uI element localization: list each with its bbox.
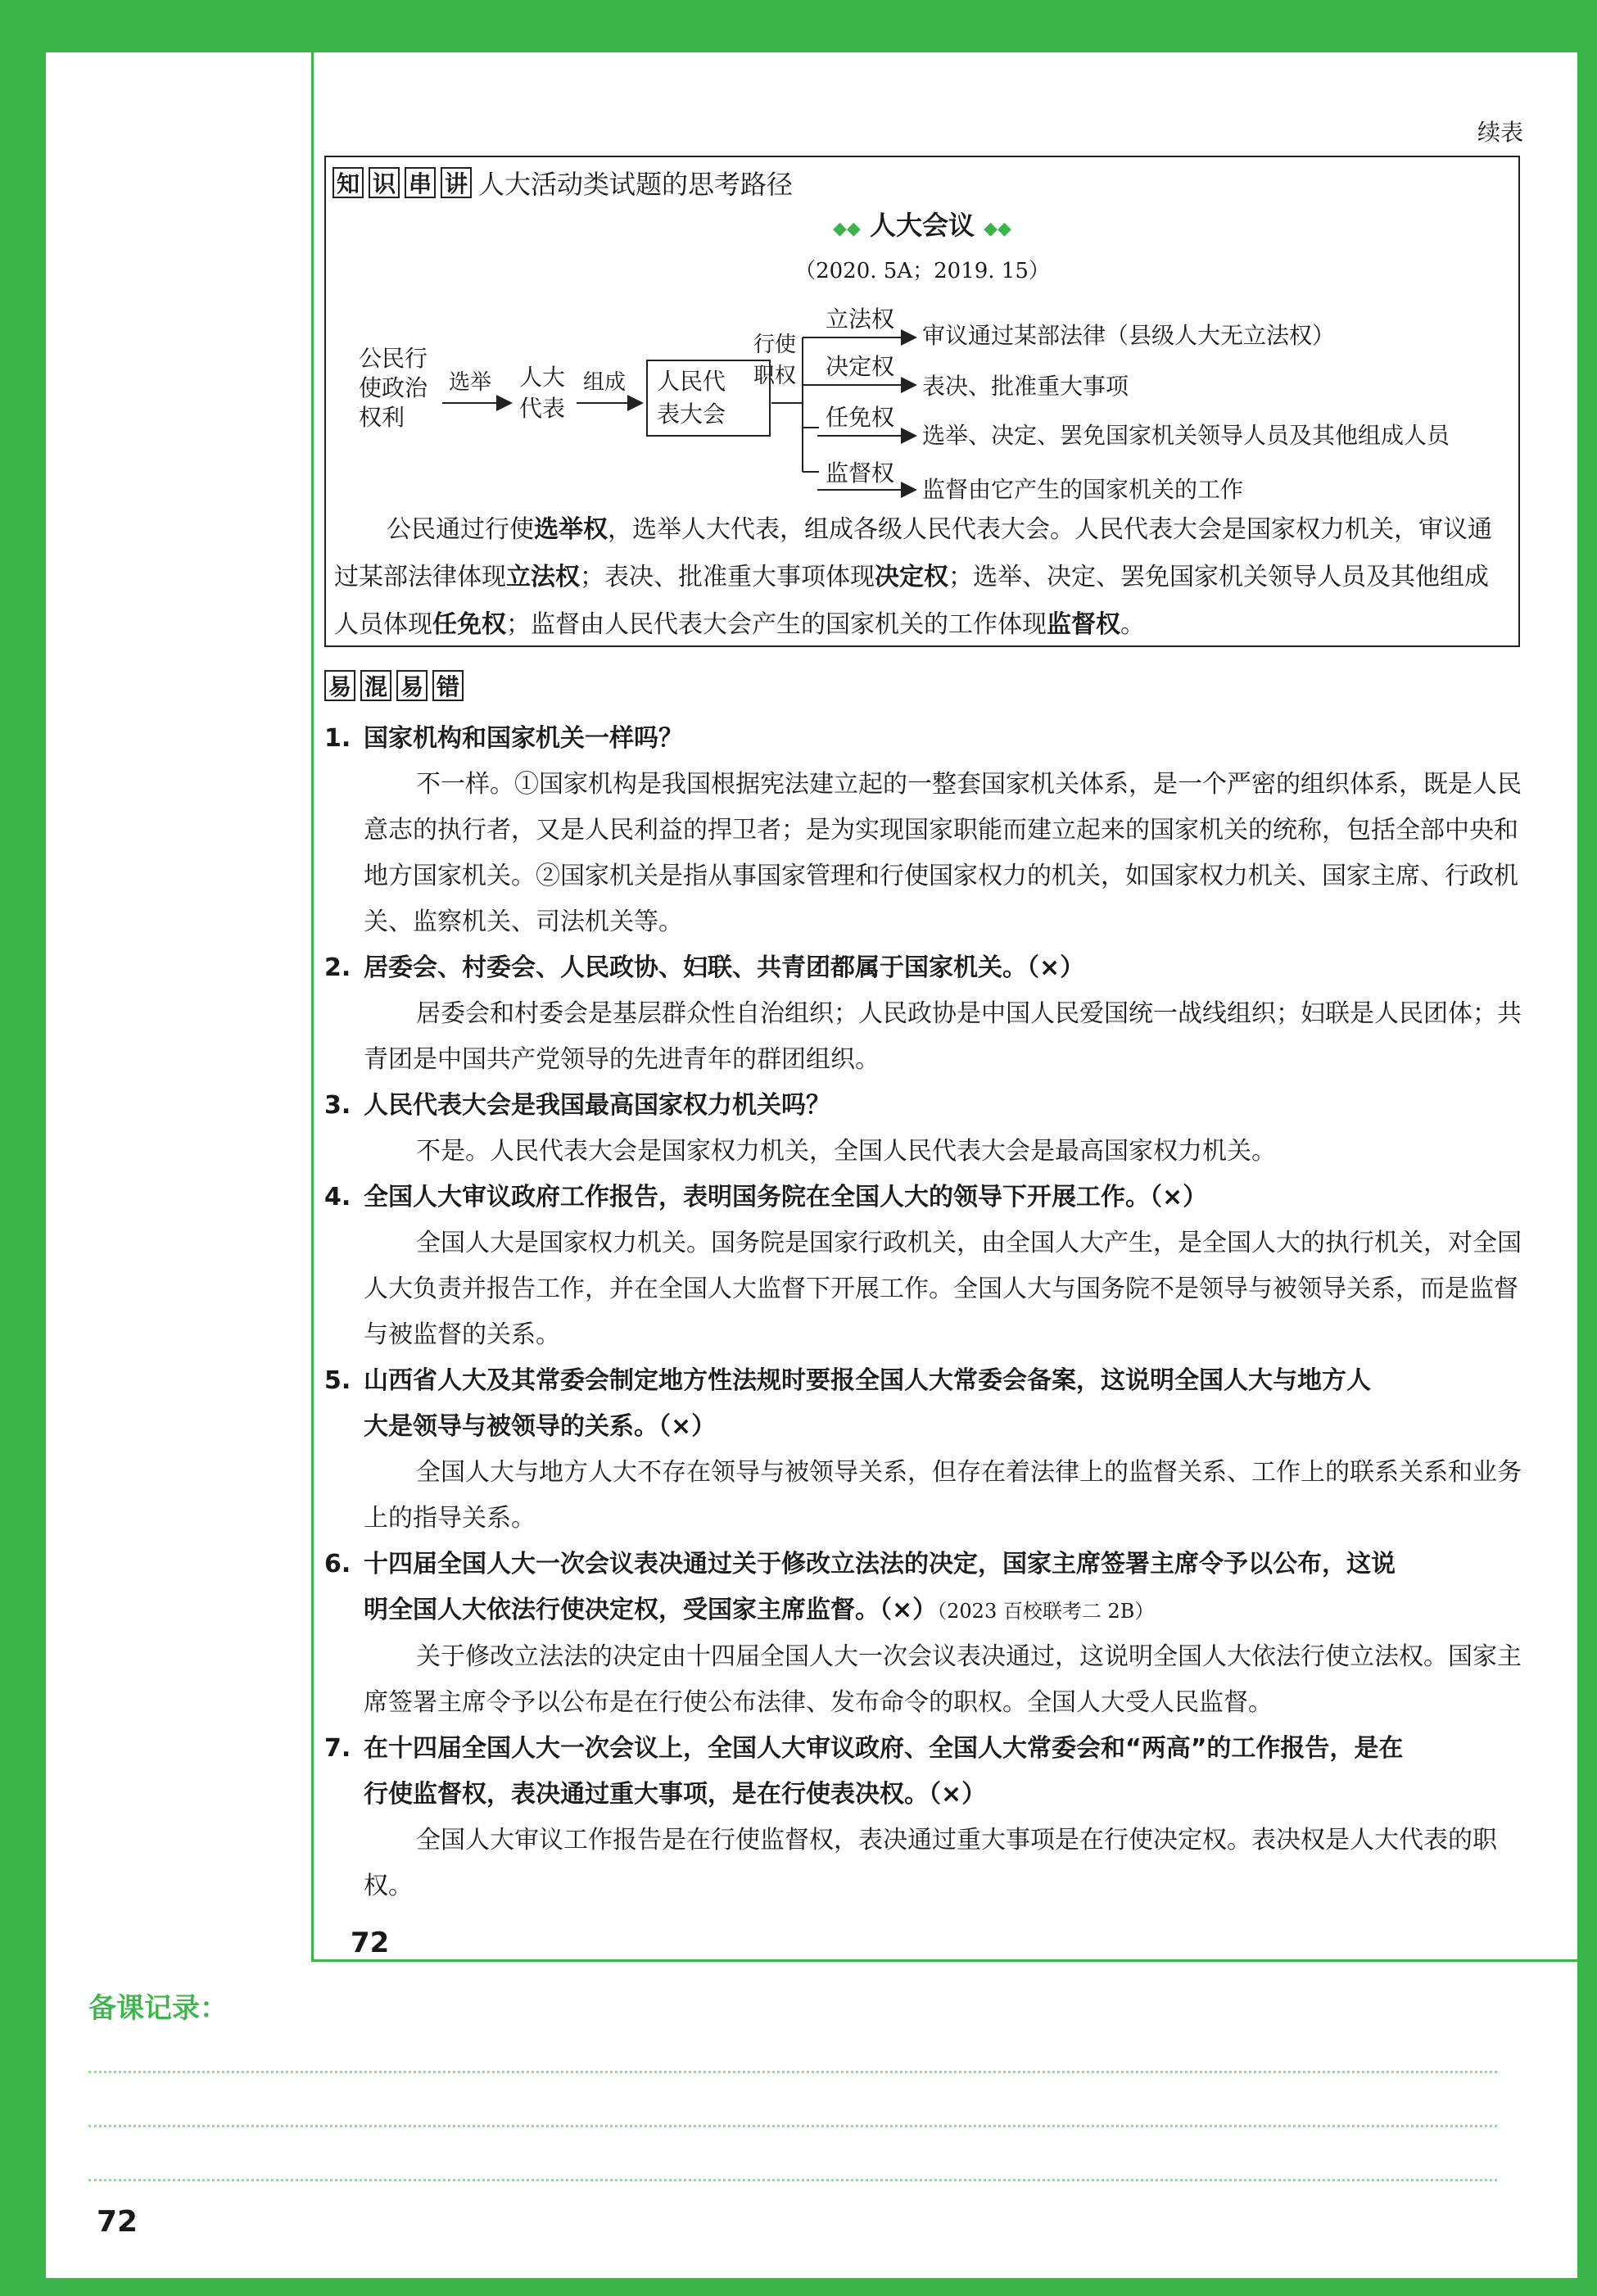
knowledge-title: 人大活动类试题的思考路径 [478,169,794,200]
tag-char: 混 [360,670,391,701]
question-number: 4. [324,1183,351,1211]
keyword: 决定权 [875,563,948,591]
answer: 关于修改立法法的决定由十四届全国人大一次会议表决通过，这说明全国人大依法行使立法权。国家主席签署主席令予以公布是在行使公布法律、发布命令的职权。全国人大受人民监督。 [364,1642,1522,1717]
power-decision-desc: 表决、批准重大事项 [922,373,1129,400]
answer: 不一样。①国家机构是我国根据宪法建立起的一整套国家机关体系，是一个严密的组织体系，既是人民意志的执行者，又是人民利益的捍卫者；是为实现国家职能而建立起来的国家机关的统称，包括全部中央和地方国家机关。②国家机关是指从事国家管理和行使国家权力的机关，如国家权力机关、国家主席、行政机关、监察机关、司法机关等。 [364,770,1522,936]
question-number: 5. [324,1366,351,1395]
keyword: 监督权 [1047,610,1120,639]
question-text: 国家机构和国家机关一样吗？ [364,724,683,753]
center-title-text: 人大会议 [869,210,975,241]
source-note: （2023 百校联考二 2B） [937,1600,1155,1623]
power-appointment-desc: 选举、决定、罢免国家机关领导人员及其他组成人员 [922,422,1450,449]
question-number: 6. [324,1550,351,1578]
text: ；表决、批准重大事项体现 [580,563,875,591]
diamond-icon: ◆◆ [984,219,1011,239]
flow-start-line: 使政治 [359,374,428,401]
question-text: 人民代表大会是我国最高国家权力机关吗？ [364,1091,830,1120]
knowledge-summary [334,506,1510,649]
text: 公民通过行使 [387,515,534,544]
question-number: 7. [324,1734,351,1763]
keyword: 立法权 [506,563,580,591]
question [324,945,1528,991]
tag-char: 串 [405,167,436,198]
question-number: 2. [324,953,351,982]
page-number-inner: 72 [351,1927,390,1959]
text: 。 [1120,610,1145,639]
list-item [324,1726,1528,1909]
text: ；监督由人民代表大会产生的国家机关的工作体现 [506,610,1047,639]
qa-list [324,716,1528,1909]
arrow-label-compose: 组成 [583,370,627,395]
answer: 全国人大审议工作报告是在行使监督权，表决通过重大事项是在行使决定权。表决权是人大代表的职权。 [364,1826,1497,1900]
power-decision: 决定权 [826,353,895,380]
question-continued: 行使监督权，表决通过重大事项，是在行使表决权。（×） [364,1780,987,1809]
flow-representative [519,362,565,424]
question-number: 1. [324,724,351,753]
question [324,1358,1528,1404]
list-item [324,1358,1528,1542]
column-border-left [311,52,314,1961]
question-continued: 大是领导与被领导的关系。（×） [364,1412,717,1441]
diamond-icon: ◆◆ [833,219,861,239]
flow-rep-line: 人大 [519,364,566,391]
frame-right [1577,0,1597,2296]
question-continued [324,1587,1528,1634]
question-number: 3. [324,1091,351,1120]
question-text: 在十四届全国人大一次会议上，全国人大审议政府、全国人大常委会和“两高”的工作报告，是在 [364,1734,1404,1763]
arrow-label-elect: 选举 [449,370,492,395]
flow-congress-line: 表大会 [657,401,726,428]
confusion-tag [324,670,464,701]
answer: 居委会和村委会是基层群众性自治组织；人民政协是中国人民爱国统一战线组织；妇联是人民团体；共青团是中国共产党领导的先进青年的群团组织。 [364,999,1522,1074]
flow-start-line: 公民行 [359,345,428,372]
power-supervision-desc: 监督由它产生的国家机关的工作 [922,476,1244,503]
flow-congress [657,365,726,431]
list-item [324,945,1528,1083]
list-item [324,1083,1528,1175]
text: ，选举人大代表，组成各级人民代表大会。人民代表大会是国家权力机关，审议通过某部法律体现 [334,515,1492,591]
keyword: 任免权 [432,610,506,639]
column-border-bottom [311,1959,1577,1962]
keyword: 选举权 [534,515,608,544]
list-item [324,1542,1528,1726]
frame-top [0,0,1597,52]
answer: 不是。人民代表大会是国家权力机关，全国人民代表大会是最高国家权力机关。 [416,1137,1276,1166]
question-text: 十四届全国人大一次会议表决通过关于修改立法法的决定，国家主席签署主席令予以公布，这说 [364,1550,1396,1578]
power-appointment: 任免权 [826,404,895,431]
tag-char: 讲 [441,167,472,198]
arrow-label-line: 职权 [753,364,797,388]
question-text: 居委会、村委会、人民政协、妇联、共青团都属于国家机关。（×） [364,953,1085,982]
flow-rep-line: 代表 [519,395,566,422]
frame-bottom [0,2278,1597,2296]
tag-char: 易 [324,670,355,701]
flow-congress-line: 人民代 [657,368,726,395]
list-item [324,716,1528,945]
notes-line [88,2179,1497,2181]
question [324,1726,1528,1772]
question-text: 全国人大审议政府工作报告，表明国务院在全国人大的领导下开展工作。（×） [364,1183,1208,1211]
question [324,1542,1528,1587]
question [324,1175,1528,1220]
notes-label: 备课记录： [88,1992,228,2025]
tag-char: 错 [432,670,464,701]
flow-start [359,344,428,432]
power-legislative-desc: 审议通过某部法律（县级人大无立法权） [922,322,1336,349]
question [324,1083,1528,1129]
list-item [324,1175,1528,1358]
notes-line [88,2125,1497,2127]
page-number: 72 [97,2205,138,2239]
tag-char: 识 [369,167,400,198]
knowledge-box [324,156,1520,647]
exam-years: （2020. 5A；2019. 15） [794,259,1050,283]
arrow-label-line: 行使 [753,333,797,357]
tag-char: 知 [333,167,364,198]
power-legislative: 立法权 [826,306,895,333]
answer: 全国人大与地方人大不存在领导与被领导关系，但存在着法律上的监督关系、工作上的联系关系和业务上的指导关系。 [364,1458,1522,1533]
arrow-label-exercise [753,329,796,392]
question-text: 山西省人大及其常委会制定地方性法规时要报全国人大常委会备案，这说明全国人大与地方人 [364,1366,1371,1395]
tag-char: 易 [396,670,428,701]
question [324,716,1528,762]
answer: 全国人大是国家权力机关。国务院是国家行政机关，由全国人大产生，是全国人大的执行机关，对全国人大负责并报告工作，并在全国人大监督下开展工作。全国人大与国务院不是领导与被领导关系，而是监督与被监督的关系。 [364,1229,1522,1349]
text: ；选举、决定、罢免国家机关领导人员及其他组成人员体现 [334,563,1489,639]
flow-start-line: 权利 [359,404,405,431]
frame-left [0,0,46,2296]
power-supervision: 监督权 [826,460,895,487]
question-text: 明全国人大依法行使决定权，受国家主席监督。（×） [364,1596,938,1624]
continued-label: 续表 [1477,119,1523,146]
notes-line [88,2071,1497,2073]
